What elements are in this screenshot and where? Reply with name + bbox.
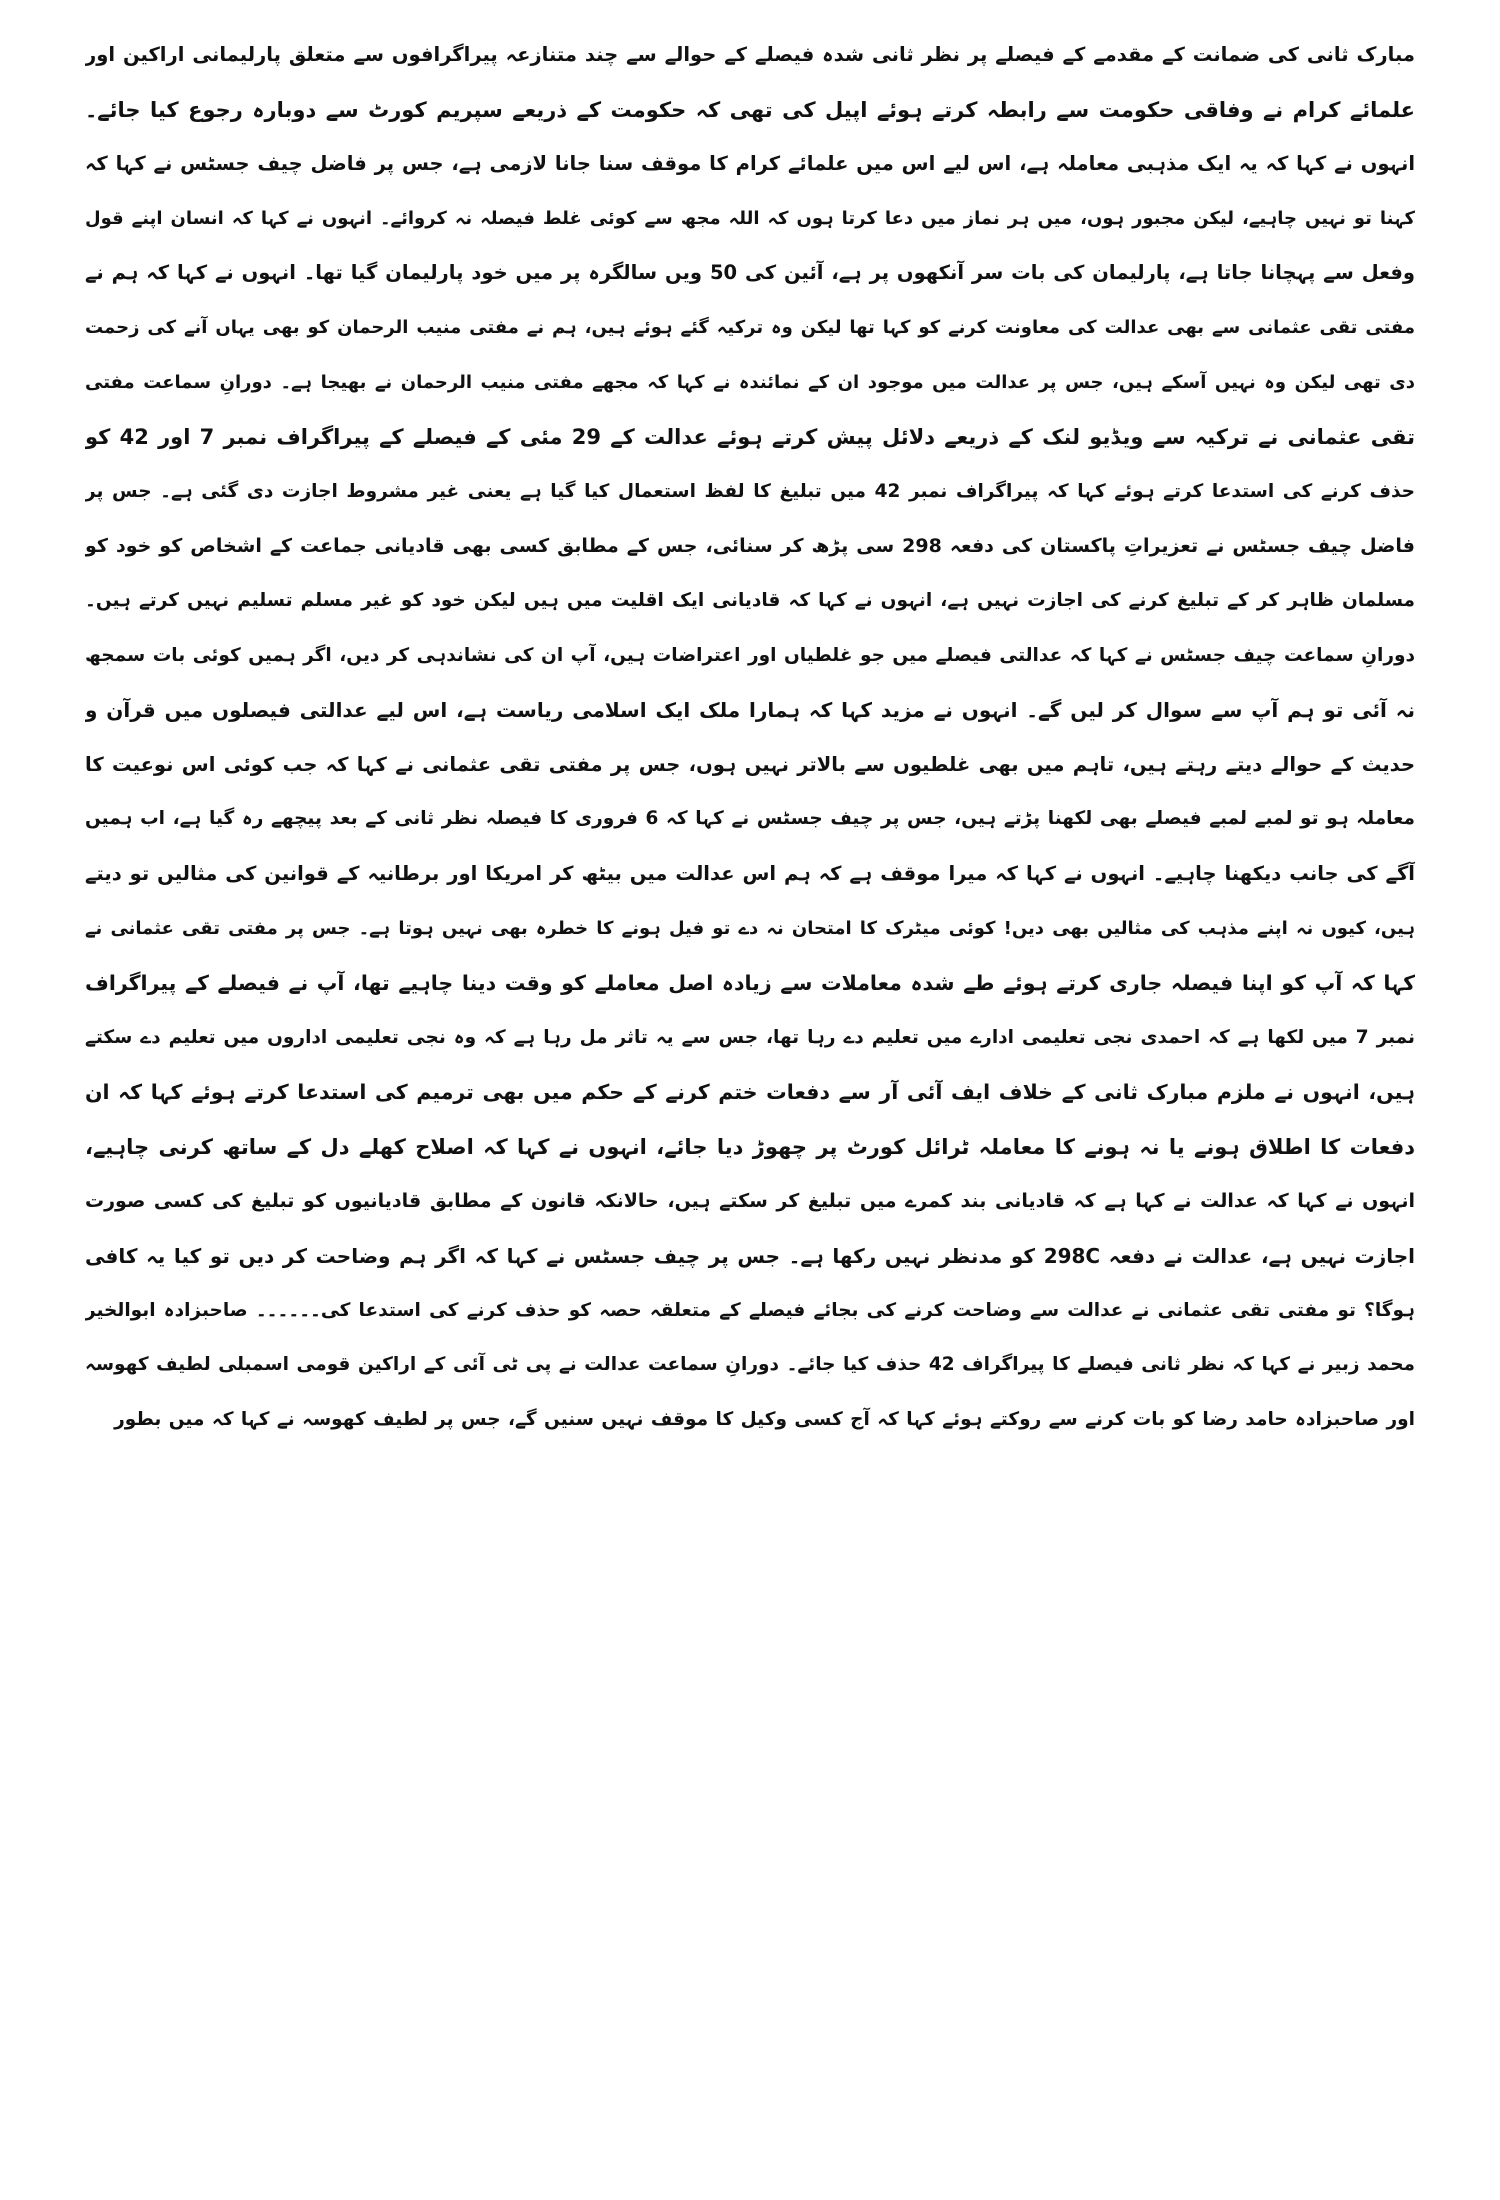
- article-text-column: [85, 28, 1415, 1447]
- article-line: حدیث کے حوالے دیتے رہتے ہیں، تاہم میں بھی غلطیوں سے بالاتر نہیں ہوں، جس پر مفتی تقی عثمانی نے کہا کہ جب کوئی اس نوعیت کا: [85, 752, 1415, 776]
- article-line: وفعل سے پہچانا جاتا ہے، پارلیمان کی بات سر آنکھوں پر ہے، آئین کی 50 ویں سالگرہ پر میں خود پارلیمان گیا تھا۔ انہوں نے کہا کہ ہم نے: [85, 261, 1415, 285]
- article-line: مفتی تقی عثمانی سے بھی عدالت کی معاونت کرنے کو کہا تھا لیکن وہ ترکیہ گئے ہوئے ہیں، ہم نے مفتی منیب الرحمان کو بھی یہاں آنے کی زحمت: [85, 316, 1415, 338]
- article-line: تقی عثمانی نے ترکیہ سے ویڈیو لنک کے ذریعے دلائل پیش کرتے ہوئے عدالت کے 29 مئی کے فیصلے کے پیراگراف نمبر 7 اور 42 کو: [85, 425, 1415, 450]
- article-line: دی تھی لیکن وہ نہیں آسکے ہیں، جس پر عدالت میں موجود ان کے نمائندہ نے کہا کہ مجھے مفتی منیب الرحمان نے بھیجا ہے۔ دورانِ سماعت مفتی: [85, 371, 1415, 393]
- article-line: اور صاحبزادہ حامد رضا کو بات کرنے سے روکتے ہوئے کہا کہ آج کسی وکیل کا موقف نہیں سنیں گے، جس پر لطیف کھوسہ نے کہا کہ میں بطور: [114, 1408, 1415, 1430]
- article-line: کہنا تو نہیں چاہیے، لیکن مجبور ہوں، میں ہر نماز میں دعا کرتا ہوں کہ اللہ مجھ سے کوئی غلط فیصلہ نہ کروائے۔ انہوں نے کہا کہ انسان اپنے قول: [85, 207, 1415, 229]
- article-line: معاملہ ہو تو لمبے لمبے فیصلے بھی لکھنا پڑتے ہیں، جس پر چیف جسٹس نے کہا کہ 6 فروری کا فیصلہ نظر ثانی کے بعد پیچھے رہ گیا ہے، اب ہمیں: [85, 808, 1415, 830]
- article-line: مبارک ثانی کی ضمانت کے مقدمے کے فیصلے پر نظر ثانی شدہ فیصلے کے حوالے سے چند متنازعہ پیراگرافوں سے متعلق پارلیمانی اراکین اور: [85, 43, 1415, 66]
- article-line: نہ آئی تو ہم آپ سے سوال کر لیں گے۔ انہوں نے مزید کہا کہ ہمارا ملک ایک اسلامی ریاست ہے، اس لیے عدالتی فیصلوں میں قرآن و: [85, 698, 1415, 723]
- article-line: نمبر 7 میں لکھا ہے کہ احمدی نجی تعلیمی ادارے میں تعلیم دے رہا تھا، جس سے یہ تاثر مل رہا ہے کہ وہ نجی تعلیمی اداروں میں تعلیم دے سکتے: [85, 1026, 1415, 1048]
- article-line: محمد زبیر نے کہا کہ نظر ثانی فیصلے کا پیراگراف 42 حذف کیا جائے۔ دورانِ سماعت عدالت نے پی ٹی آئی کے اراکین قومی اسمبلی لطیف کھوسہ: [85, 1354, 1415, 1376]
- article-line: فاضل چیف جسٹس نے تعزیراتِ پاکستان کی دفعہ 298 سی پڑھ کر سنائی، جس کے مطابق کسی بھی قادیانی جماعت کے اشخاص کو خود کو: [85, 535, 1415, 558]
- article-line: حذف کرنے کی استدعا کرتے ہوئے کہا کہ پیراگراف نمبر 42 میں تبلیغ کا لفظ استعمال کیا گیا ہے یعنی غیر مشروط اجازت دی گئی ہے۔ جس پر: [85, 480, 1415, 502]
- article-line: انہوں نے کہا کہ یہ ایک مذہبی معاملہ ہے، اس لیے اس میں علمائے کرام کا موقف سنا جانا لازمی ہے، جس پر فاضل چیف جسٹس نے کہا کہ: [85, 152, 1415, 176]
- article-line: ہیں، کیوں نہ اپنے مذہب کی مثالیں بھی دیں! کوئی میٹرک کا امتحان نہ دے تو فیل ہونے کا خطرہ بھی نہیں ہوتا ہے۔ جس پر مفتی تقی عثمانی نے: [85, 917, 1415, 939]
- article-line: کہا کہ آپ کو اپنا فیصلہ جاری کرتے ہوئے طے شدہ معاملات سے زیادہ اصل معاملے کو وقت دینا چاہیے تھا، آپ نے فیصلے کے پیراگراف: [85, 971, 1415, 996]
- article-line: ہوگا؟ تو مفتی تقی عثمانی نے عدالت سے وضاحت کرنے کی بجائے فیصلے کے متعلقہ حصہ کو حذف کرنے کی استدعا کی۔۔۔۔۔۔ صاحبزادہ ابوالخیر: [85, 1299, 1415, 1321]
- article-line: دورانِ سماعت چیف جسٹس نے کہا کہ عدالتی فیصلے میں جو غلطیاں اور اعتراضات ہیں، آپ ان کی نشاندہی کر دیں، اگر ہمیں کوئی بات سمجھ: [85, 644, 1415, 666]
- article-line: ہیں، انہوں نے ملزم مبارک ثانی کے خلاف ایف آئی آر سے دفعات ختم کرنے کے حکم میں بھی ترمیم کی استدعا کرتے ہوئے کہا کہ ان: [85, 1080, 1415, 1105]
- article-line: انہوں نے کہا کہ عدالت نے کہا ہے کہ قادیانی بند کمرے میں تبلیغ کر سکتے ہیں، حالانکہ قانون کے مطابق قادیانیوں کو تبلیغ کی کسی صورت: [85, 1190, 1415, 1213]
- article-line: اجازت نہیں ہے، عدالت نے دفعہ 298C کو مدنظر نہیں رکھا ہے۔ جس پر چیف جسٹس نے کہا کہ اگر ہم وضاحت کر دیں تو کیا یہ کافی: [85, 1244, 1415, 1269]
- article-line: دفعات کا اطلاق ہونے یا نہ ہونے کا معاملہ ٹرائل کورٹ پر چھوڑ دیا جائے، انہوں نے کہا کہ اصلاح کھلے دل کے ساتھ کرنی چاہیے،: [85, 1134, 1415, 1159]
- article-line: آگے کی جانب دیکھنا چاہیے۔ انہوں نے کہا کہ میرا موقف ہے کہ ہم اس عدالت میں بیٹھ کر امریکا اور برطانیہ کے قوانین کی مثالیں تو دیتے: [85, 861, 1415, 885]
- article-line: علمائے کرام نے وفاقی حکومت سے رابطہ کرتے ہوئے اپیل کی تھی کہ حکومت کے ذریعے سپریم کورٹ سے دوبارہ رجوع کیا جائے۔: [85, 97, 1415, 122]
- article-line: مسلمان ظاہر کر کے تبلیغ کرنے کی اجازت نہیں ہے، انہوں نے کہا کہ قادیانی ایک اقلیت میں ہیں لیکن خود کو غیر مسلم تسلیم نہیں کرتے ہیں۔: [85, 589, 1415, 611]
